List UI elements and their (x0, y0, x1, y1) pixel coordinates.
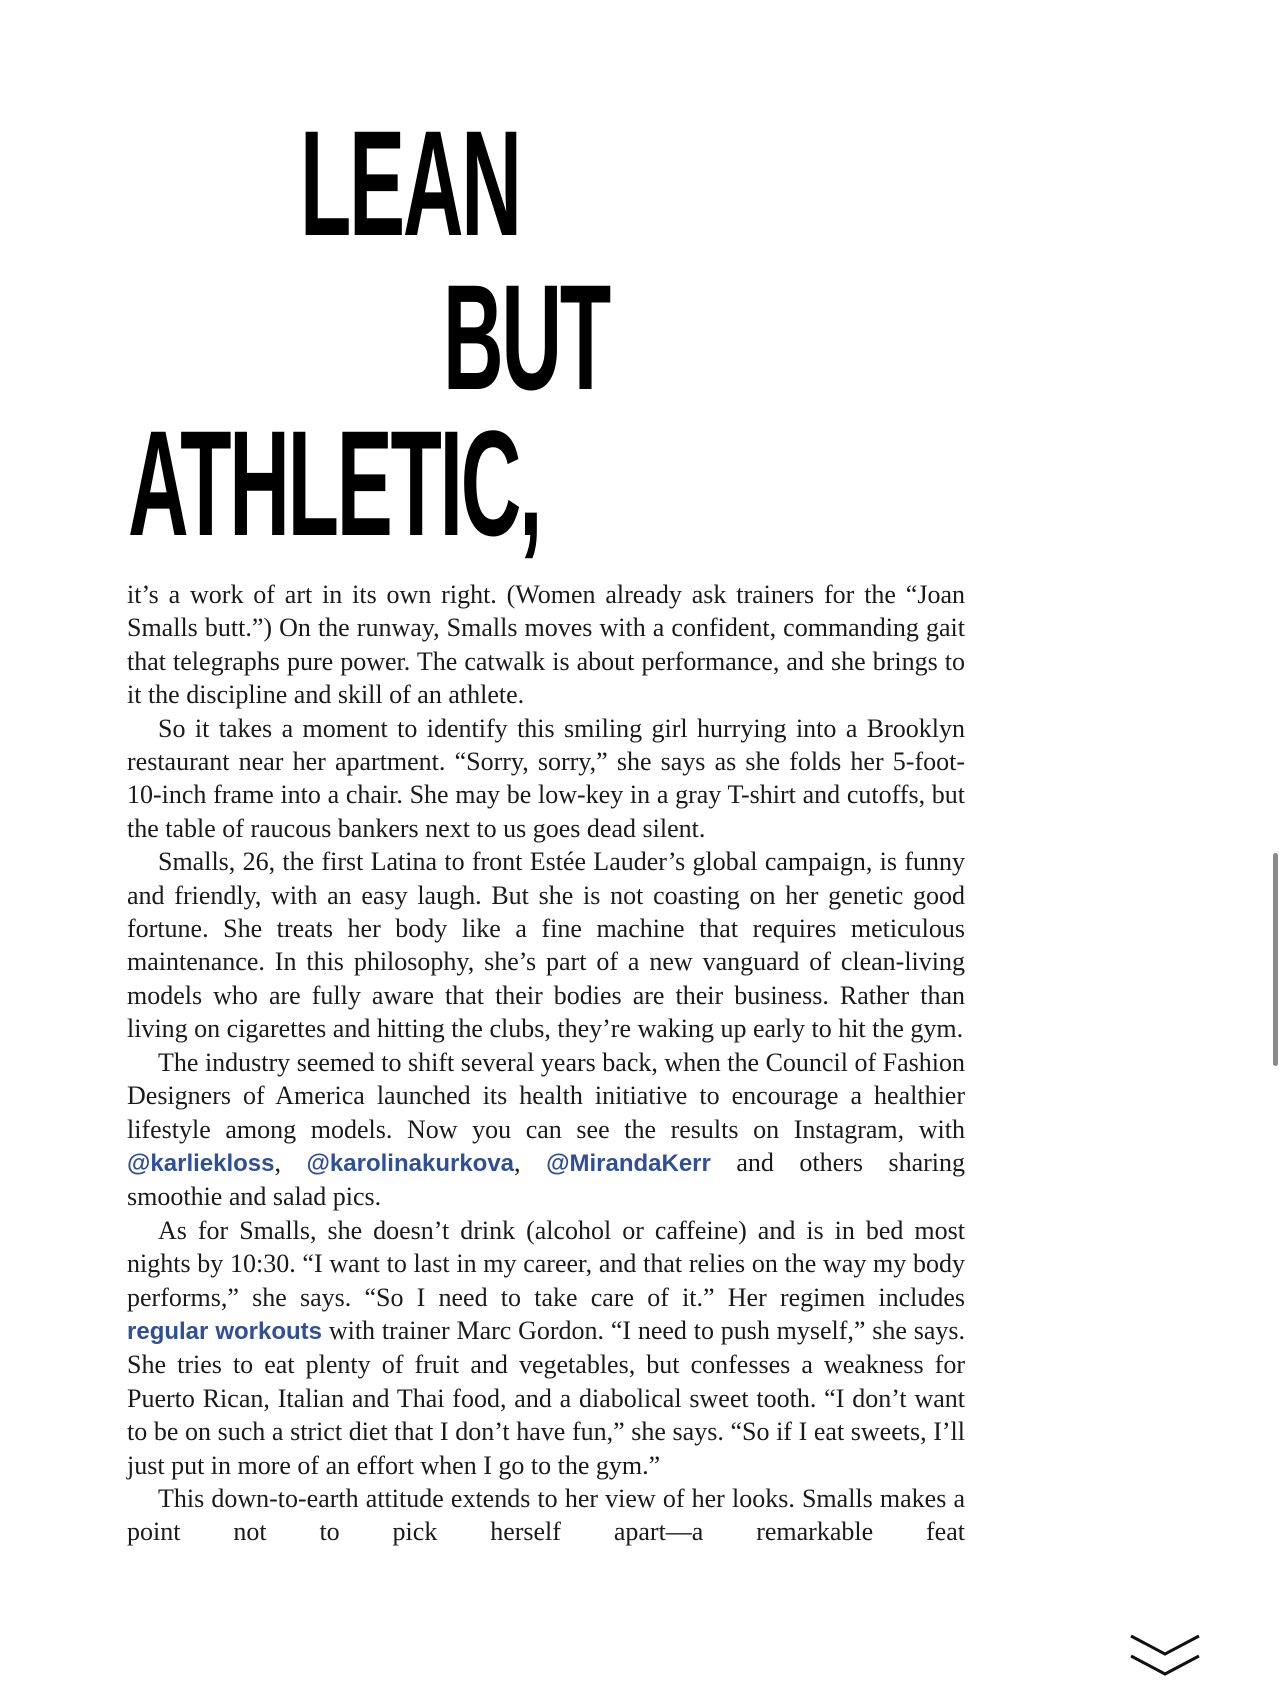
paragraph-4-text-start: The industry seemed to shift several years back, when the Council of Fashion Designers of America launched its health initiative to encourage a healthier lifestyle among models. Now you can see the results on Instagram, with (127, 1047, 965, 1144)
scrollbar-thumb[interactable] (1273, 853, 1278, 1066)
next-page-button[interactable] (1127, 1632, 1203, 1682)
headline-line-but: BUT (443, 253, 609, 421)
instagram-link-karliekloss[interactable]: @karliekloss (127, 1149, 275, 1177)
article-paragraph-1: it’s a work of art in its own right. (Women already ask trainers for the “Joan Smalls butt.”) On the runway, Smalls moves with a confident, commanding gait that telegraphs pure power. The catwalk is about performance, and she brings to it the discipline and skill of an athlete. (127, 580, 965, 710)
headline-line-athletic: ATHLETIC, (128, 399, 541, 567)
double-chevron-down-icon (1127, 1632, 1203, 1682)
instagram-link-mirandakerr[interactable]: @MirandaKerr (546, 1149, 711, 1177)
article-paragraph-3: Smalls, 26, the first Latina to front Estée Lauder’s global campaign, is funny and friendly, with an easy laugh. But she is not coasting on her genetic good fortune. She treats her body like a fine machine that requires meticulous maintenance. In this philosophy, she’s part of a new vanguard of clean-living models who are fully aware that their bodies are their business. Rather than living on cigarettes and hitting the clubs, they’re waking up early to hit the gym. (127, 847, 965, 1044)
regular-workouts-link[interactable]: regular workouts (127, 1317, 323, 1345)
headline (0, 0, 1279, 580)
article-paragraph-5 (127, 1214, 965, 1482)
paragraph-4-text-end: and others sharing smoothie and salad pics. (127, 1147, 966, 1212)
headline-line-lean: LEAN (300, 99, 520, 267)
article-paragraph-6: This down-to-earth attitude extends to her view of her looks. Smalls makes a point not to pick herself apart—a remarkable feat (127, 1483, 965, 1547)
paragraph-5-text-start: As for Smalls, she doesn’t drink (alcohol or caffeine) and is in bed most nights by 10:30. “I want to last in my career, and that relies on the way my body performs,” she says. “So I need to take care of it.” Her regimen includes (127, 1215, 965, 1312)
article-paragraph-4 (127, 1046, 965, 1214)
article-paragraph-2: So it takes a moment to identify this smiling girl hurrying into a Brooklyn restaurant near her apartment. “Sorry, sorry,” she says as she folds her 5-foot-10-inch frame into a chair. She may be low-key in a gray T-shirt and cutoffs, but the table of raucous bankers next to us goes dead silent. (127, 713, 965, 843)
link-separator: , (274, 1147, 307, 1177)
article-body (127, 578, 965, 1549)
paragraph-5-text-end: with trainer Marc Gordon. “I need to push myself,” she says. She tries to eat plenty of fruit and vegetables, but confesses a weakness for Puerto Rican, Italian and Thai food, and a diabolical sweet tooth. “I don’t want to be on such a strict diet that I don’t have fun,” she says. “So if I eat sweets, I’ll just put in more of an effort when I go to the gym.” (127, 1315, 965, 1480)
link-separator: , (514, 1147, 547, 1177)
instagram-link-karolinakurkova[interactable]: @karolinakurkova (306, 1149, 515, 1177)
